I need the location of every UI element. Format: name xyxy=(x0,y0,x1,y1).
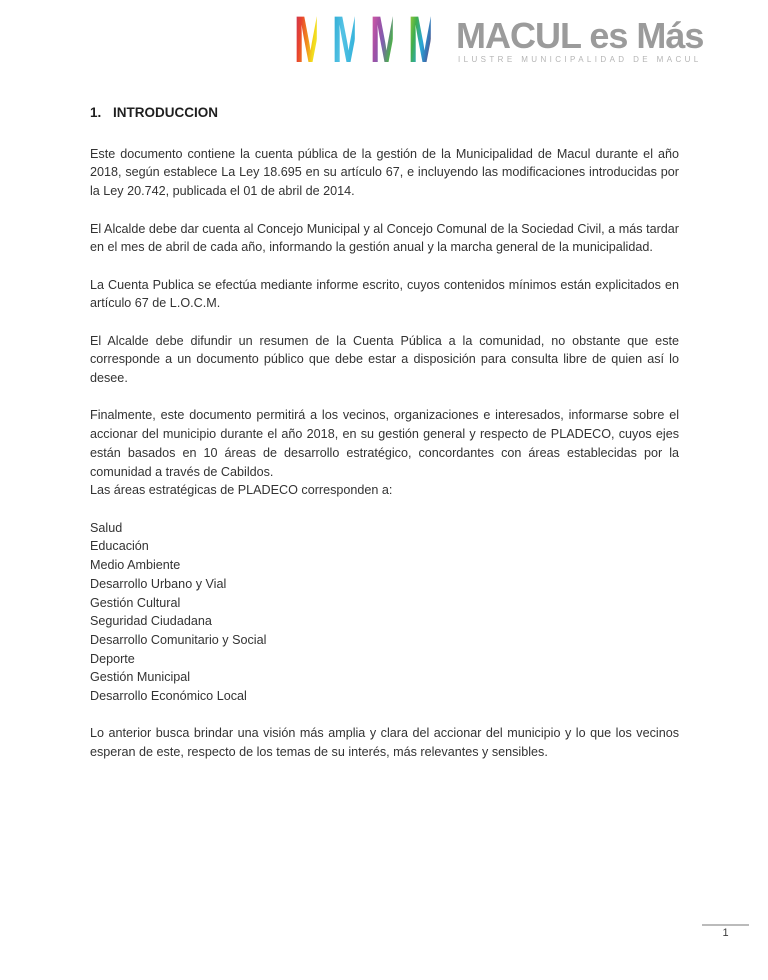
strategic-areas-list xyxy=(90,519,679,706)
mmmm-logo-icon xyxy=(294,2,446,76)
area-item: Gestión Cultural xyxy=(90,595,181,610)
area-item: Seguridad Ciudadana xyxy=(90,614,212,629)
logo-brand-text: MACUL es Más xyxy=(456,15,704,56)
logo-subtitle-text: ILUSTRE MUNICIPALIDAD DE MACUL xyxy=(458,55,702,64)
area-item: Desarrollo Urbano y Vial xyxy=(90,576,227,591)
paragraph: El Alcalde debe dar cuenta al Concejo Municipal y al Concejo Comunal de la Sociedad Civil, a más tardar en el mes de abril de cada año, informando la gestión anual y la marcha general de la municipalidad. xyxy=(90,221,679,255)
logo-m-letter: M xyxy=(332,2,365,76)
logo-text-block xyxy=(456,15,704,64)
logo-m-letter: M xyxy=(294,2,327,76)
area-item: Educación xyxy=(90,539,149,554)
paragraph: Finalmente, este documento permitirá a los vecinos, organizaciones e interesados, informarse sobre el accionar del municipio durante el año 2018, en su gestión general y respecto de PLADECO, cuyos ejes están basados en 10 áreas de desarrollo estratégico, concordantes con áreas establecidas por la comunidad a través de Cabildos. xyxy=(90,408,679,479)
paragraph: La Cuenta Publica se efectúa mediante informe escrito, cuyos contenidos mínimos están explicitados en artículo 67 de L.O.C.M. xyxy=(90,277,679,311)
footer-rule xyxy=(702,924,749,926)
section-heading xyxy=(90,104,679,123)
logo-m-letter: M xyxy=(370,2,403,76)
section-heading-title: INTRODUCCION xyxy=(113,105,218,120)
area-item: Desarrollo Comunitario y Social xyxy=(90,632,267,647)
area-item: Salud xyxy=(90,520,123,535)
area-item: Gestión Municipal xyxy=(90,670,191,685)
logo-m-letter: M xyxy=(408,2,441,76)
page-number: 1 xyxy=(722,927,729,939)
section-heading-number: 1. xyxy=(90,105,102,120)
area-item: Deporte xyxy=(90,651,135,666)
closing-paragraph: Lo anterior busca brindar una visión más amplia y clara del accionar del municipio y lo que los vecinos esperan de este, respecto de los temas de su interés, más relevantes y sensibles. xyxy=(90,726,679,760)
paragraph: Este documento contiene la cuenta pública de la gestión de la Municipalidad de Macul durante el año 2018, según establece La Ley 18.695 en su artículo 67, e incluyendo las modificaciones introducidas por la Ley 20.742, publicada el 01 de abril de 2014. xyxy=(90,146,679,199)
area-item: Desarrollo Económico Local xyxy=(90,689,247,704)
document-body xyxy=(90,104,679,781)
area-item: Medio Ambiente xyxy=(90,558,181,573)
municipality-logo xyxy=(294,2,704,76)
areas-lead-in: Las áreas estratégicas de PLADECO corresponden a: xyxy=(90,483,393,498)
paragraph: El Alcalde debe difundir un resumen de la Cuenta Pública a la comunidad, no obstante que este corresponde a un documento público que debe estar a disposición para consulta libre de quien así lo desee. xyxy=(90,333,679,386)
